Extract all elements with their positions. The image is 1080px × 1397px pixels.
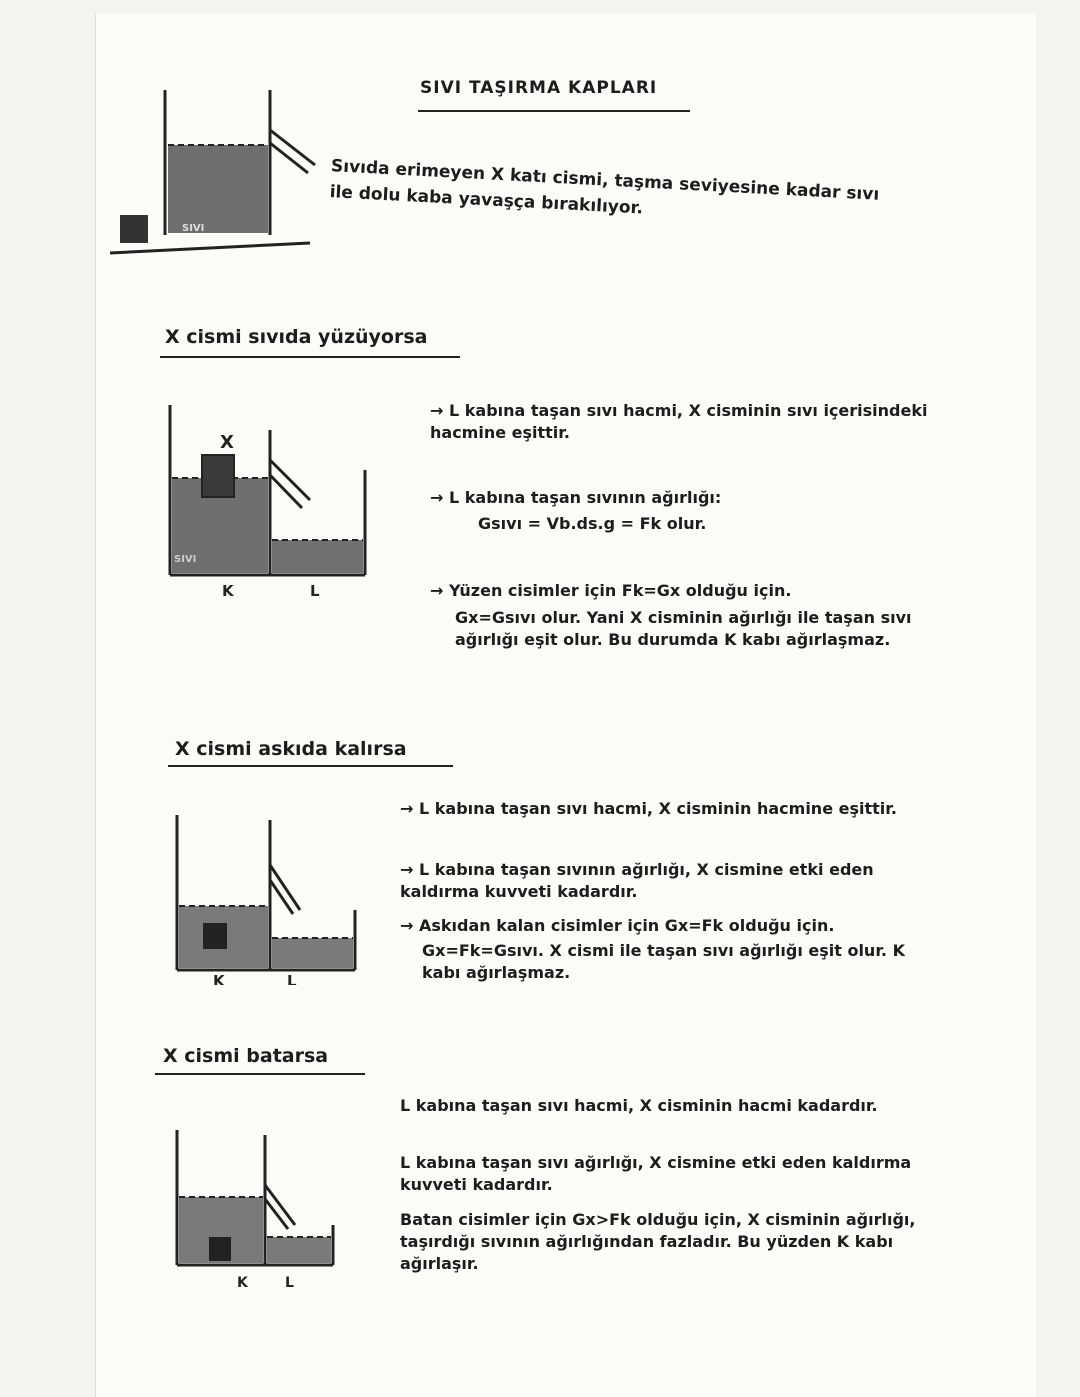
- intro-text: Sıvıda erimeyen X katı cismi, taşma seviyesine kadar sıvı ile dolu kaba yavaşça bırakılıyor.: [329, 156, 880, 219]
- suspended-bullet-2: → L kabına taşan sıvının ağırlığı, X cismine etki eden kaldırma kuvveti kadardır.: [400, 860, 874, 901]
- k-label-2: K: [213, 972, 225, 985]
- heading-sinks: X cismi batarsa: [163, 1045, 329, 1067]
- page-title: SIVI TAŞIRMA KAPLARI: [420, 78, 658, 98]
- l-label-3: L: [285, 1275, 294, 1291]
- sivi-label-1: SIVI: [174, 554, 197, 565]
- floating-diagram: [160, 400, 380, 600]
- heading-suspended: X cismi askıda kalırsa: [175, 738, 407, 760]
- intro-diagram: [110, 85, 340, 265]
- sivi-label: SIVI: [182, 223, 205, 234]
- sinks-line-2: L kabına taşan sıvı ağırlığı, X cismine etki eden kaldırma kuvveti kadardır.: [400, 1153, 912, 1194]
- k-label-3: K: [237, 1275, 248, 1291]
- suspended-diagram: [165, 810, 365, 985]
- heading-suspended-underline: [168, 765, 453, 767]
- x-label-1: X: [220, 432, 234, 453]
- l-label-2: L: [287, 972, 297, 985]
- floats-bullet-4: Gx=Gsıvı olur. Yani X cisminin ağırlığı ile taşan sıvı ağırlığı eşit olur. Bu durumda K kabı ağırlaşmaz.: [455, 608, 912, 649]
- suspended-bullet-1: → L kabına taşan sıvı hacmi, X cisminin hacmine eşittir.: [400, 799, 897, 818]
- heading-floats: X cismi sıvıda yüzüyorsa: [165, 326, 428, 348]
- heading-sinks-underline: [155, 1073, 365, 1075]
- floats-bullet-3: → Yüzen cisimler için Fk=Gx olduğu için.: [430, 581, 792, 600]
- suspended-bullet-3: → Askıdan kalan cisimler için Gx=Fk olduğu için.: [400, 916, 835, 935]
- sinks-line-3: Batan cisimler için Gx>Fk olduğu için, X cisminin ağırlığı, taşırdığı sıvının ağırlığından fazladır. Bu yüzden K kabı ağırlaşır.: [400, 1210, 916, 1273]
- suspended-bullet-4: Gx=Fk=Gsıvı. X cismi ile taşan sıvı ağırlığı eşit olur. K kabı ağırlaşmaz.: [422, 941, 905, 982]
- floats-bullet-1: → L kabına taşan sıvı hacmi, X cisminin sıvı içerisindeki hacmine eşittir.: [430, 401, 928, 442]
- heading-floats-underline: [160, 356, 460, 358]
- l-label-1: L: [310, 582, 320, 600]
- floats-bullet-2: → L kabına taşan sıvının ağırlığı:: [430, 488, 722, 507]
- floats-formula: Gsıvı = Vb.ds.g = Fk olur.: [478, 514, 707, 533]
- sinking-diagram: [165, 1125, 345, 1295]
- k-label-1: K: [222, 582, 234, 600]
- sinks-line-1: L kabına taşan sıvı hacmi, X cisminin hacmi kadardır.: [400, 1096, 878, 1115]
- title-underline: [418, 110, 690, 112]
